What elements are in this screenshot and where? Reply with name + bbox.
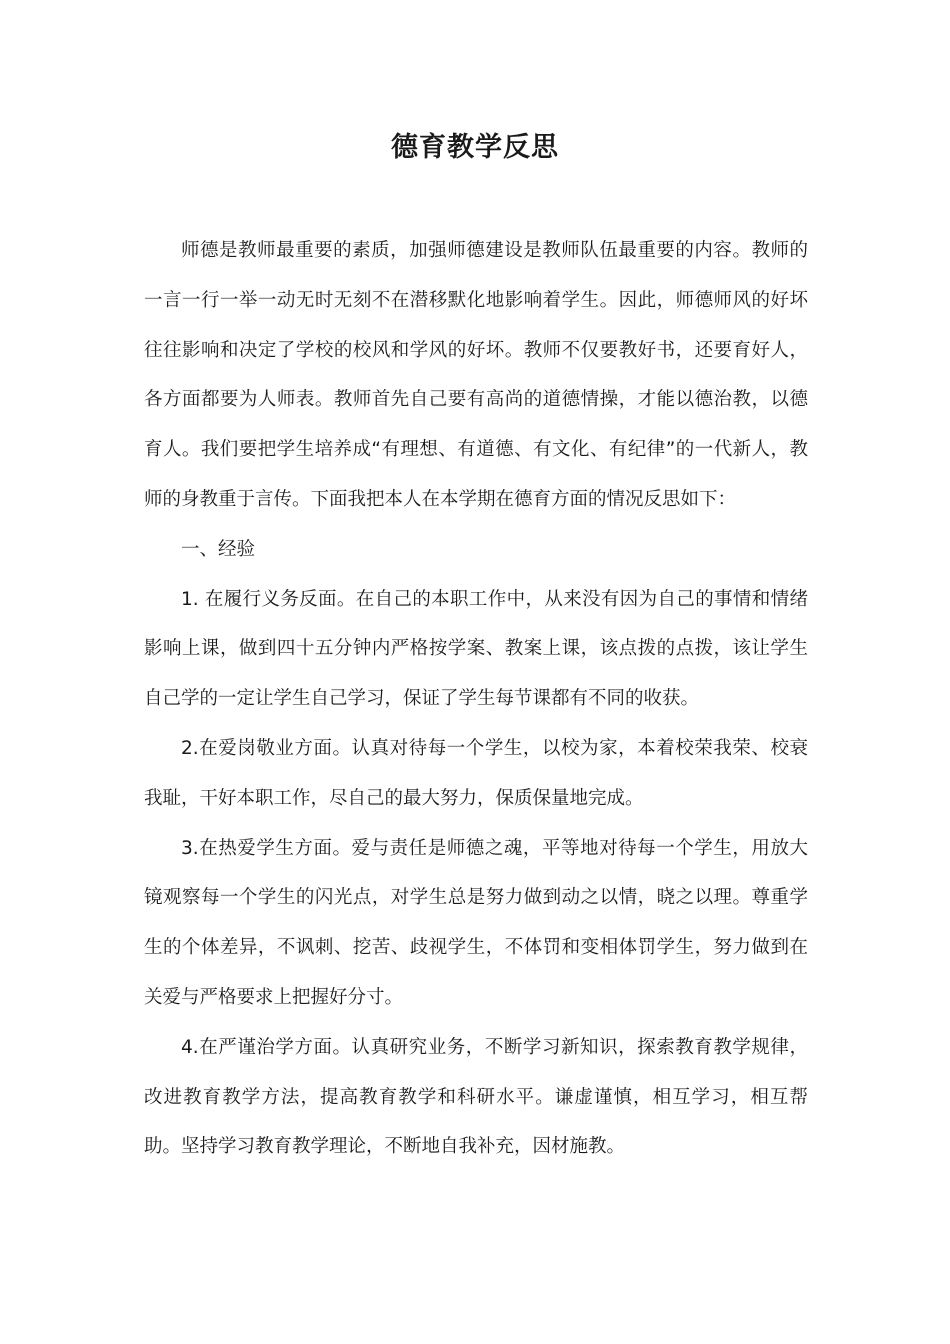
document-body [144, 226, 808, 1172]
intro-paragraph: 师德是教师最重要的素质，加强师德建设是教师队伍最重要的内容。教师的一言一行一举一动无时无刻不在潜移默化地影响着学生。因此，师德师风的好坏往往影响和决定了学校的校风和学风的好坏。教师不仅要教好书，还要育好人，各方面都要为人师表。教师首先自己要有高尚的道德情操，才能以德治教，以德育人。我们要把学生培养成“有理想、有道德、有文化、有纪律”的一代新人，教师的身教重于言传。下面我把本人在本学期在德育方面的情况反思如下： [144, 240, 808, 510]
section-heading: 一、经验 [181, 538, 256, 560]
list-item: 1. 在履行义务反面。在自己的本职工作中，从来没有因为自己的事情和情绪影响上课，做到四十五分钟内严格按学案、教案上课，该点拨的点拨，该让学生自己学的一定让学生自己学习，保证了学生每节课都有不同的收获。 [144, 588, 808, 710]
document-title: 德育教学反思 [391, 132, 559, 163]
list-item: 3.在热爱学生方面。爱与责任是师德之魂，平等地对待每一个学生，用放大镜观察每一个学生的闪光点，对学生总是努力做到动之以情，晓之以理。尊重学生的个体差异，不讽刺、挖苦、歧视学生，不体罚和变相体罚学生，努力做到在关爱与严格要求上把握好分寸。 [144, 837, 808, 1008]
list-item: 2.在爱岗敬业方面。认真对待每一个学生，以校为家，本着校荣我荣、校衰我耻，干好本职工作，尽自己的最大努力，保质保量地完成。 [144, 737, 808, 809]
list-item: 4.在严谨治学方面。认真研究业务，不断学习新知识，探索教育教学规律，改进教育教学方法，提高教育教学和科研水平。谦虚谨慎，相互学习，相互帮助。坚持学习教育教学理论，不断地自我补充，因材施教。 [144, 1036, 808, 1158]
